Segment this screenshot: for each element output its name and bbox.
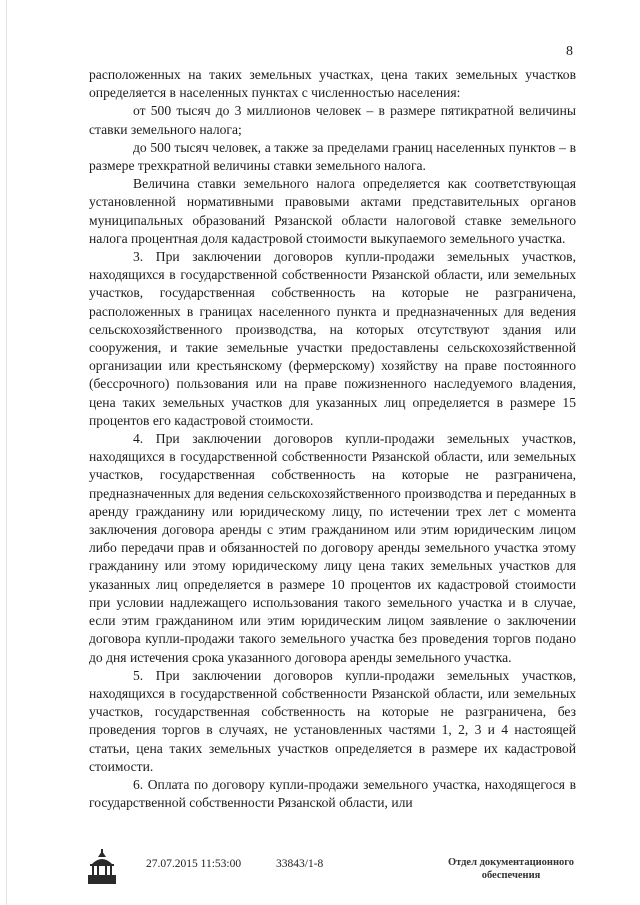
paragraph: 3. При заключении договоров купли-продажи земельных участков, находящихся в государственной собственности Рязанской области, или земельных участков, государственная собственность на которые не разграничена, расположенных в границах населенного пункта и предназначенных для ведения сельскохозяйственного производства, на которых отсутствуют здания или сооружения, и такие земельные участки предоставлены сельскохозяйственной организации или крестьянскому (фермерскому) хозяйству на праве постоянного (бессрочного) пользования или на праве пожизненного наследуемого владения, цена таких земельных участков для указанных лиц определяется в размере 15 процентов его кадастровой стоимости. (89, 249, 576, 428)
body-text (89, 66, 576, 812)
footer-doc-code: 33843/1-8 (276, 858, 324, 870)
footer-department (416, 856, 606, 882)
scan-edge-line (6, 0, 7, 905)
footer-datetime: 27.07.2015 11:53:00 (146, 858, 242, 870)
footer-department-line: обеспечения (481, 870, 541, 881)
paragraph: Величина ставки земельного налога определяется как соответствующая установленной нормативными правовыми актами представительных органов муниципальных образований Рязанской области налоговой ставке земельного налога процентная доля кадастровой стоимости выкупаемого земельного участка. (89, 176, 576, 246)
paragraph: 5. При заключении договоров купли-продажи земельных участков, находящихся в государственной собственности Рязанской области, или земельных участков, государственная собственность на которые не разграничена, без проведения торгов в случаях, не установленных частями 1, 2, 3 и 4 настоящей статьи, цена таких земельных участков определяется в размере их кадастровой стоимости. (89, 667, 576, 774)
paragraph: 6. Оплата по договору купли-продажи земельного участка, находящегося в государственной собственности Рязанской области, или (89, 776, 576, 811)
page-number: 8 (566, 44, 573, 59)
paragraph: до 500 тысяч человек, а также за пределами границ населенных пунктов – в размере трехкратной величины ставки земельного налога. (89, 139, 576, 174)
paragraph: расположенных на таких земельных участках, цена таких земельных участков определяется в населенных пунктах с численностью населения: (89, 67, 576, 101)
paragraph: от 500 тысяч до 3 миллионов человек – в размере пятикратной величины ставки земельного налога; (89, 103, 576, 137)
duma-logo-icon (82, 848, 122, 888)
footer-department-line: Отдел документационного (447, 857, 575, 868)
paragraph: 4. При заключении договоров купли-продажи земельных участков, находящихся в государственной собственности Рязанской области, или земельных участков, государственная собственность на которые не разграничена, предназначенных для ведения сельскохозяйственного производства и переданных в аренду гражданину или юридическому лицу, по истечении трех лет с момента заключения договора аренды с этим гражданином или этим юридическим лицом либо передачи прав и обязанностей по договору аренды земельного участка этому гражданину или этому юридическому лицу цена таких земельных участков для указанных лиц определяется в размере 10 процентов их кадастровой стоимости при условии надлежащего использования такого земельного участка и в случае, если этим гражданином или этим юридическим лицом заявление о заключении договора купли-продажи такого земельного участка без проведения торгов подано до дня истечения срока указанного договора аренды земельного участка. (89, 431, 576, 665)
